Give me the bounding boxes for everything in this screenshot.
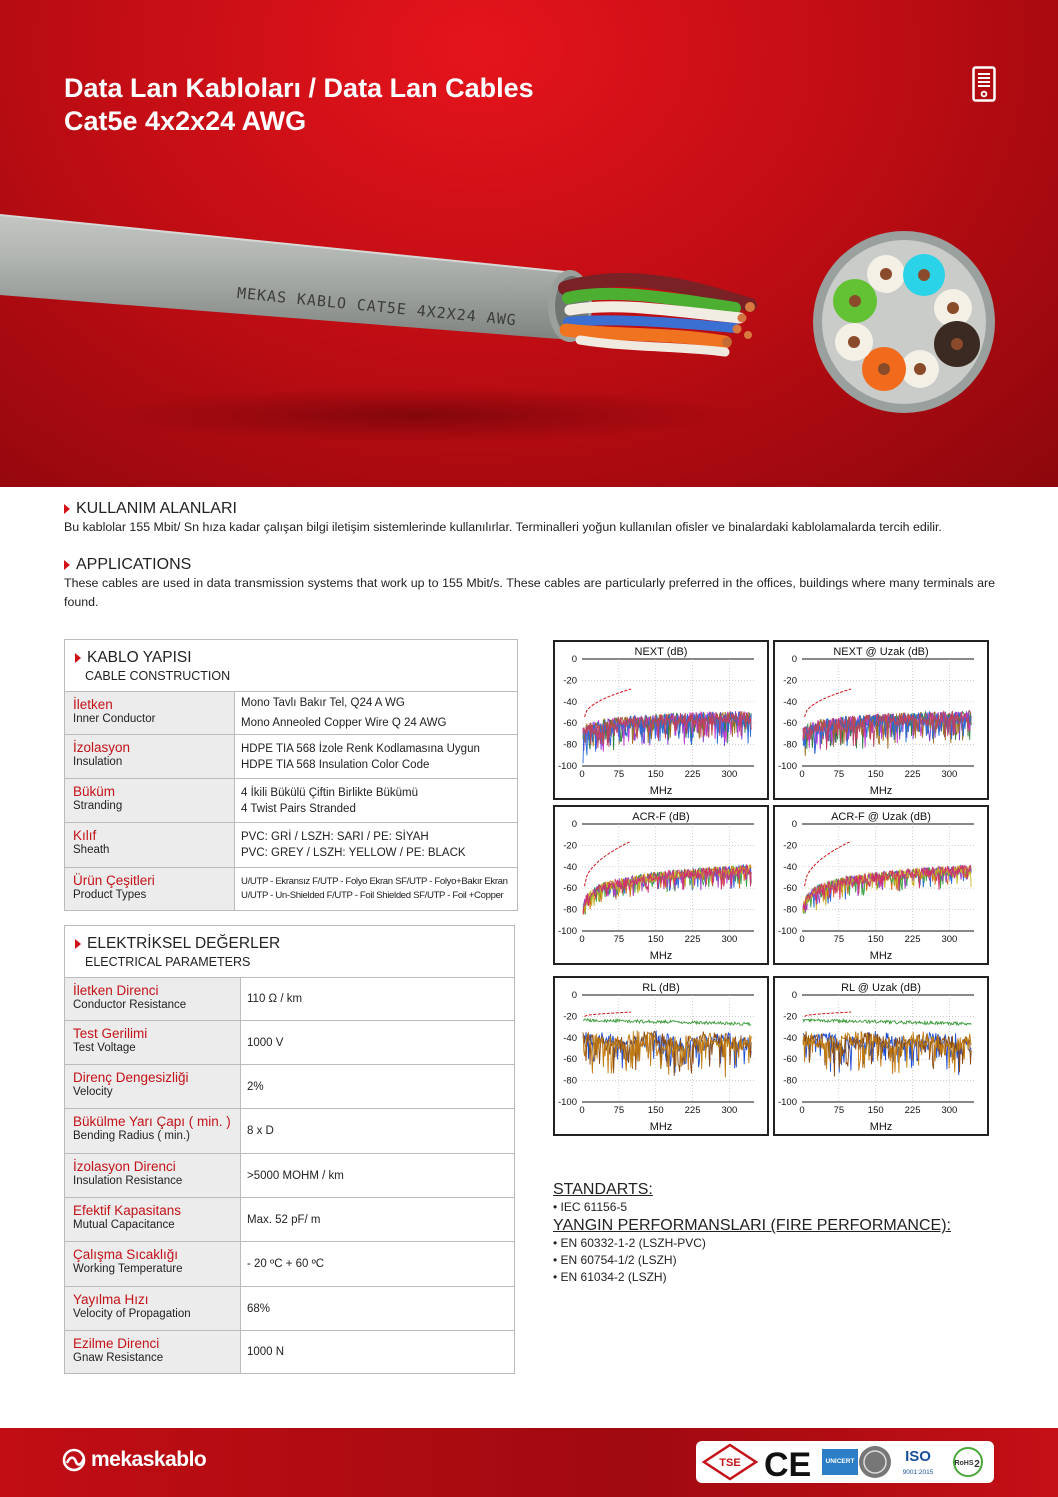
chart-x-tick-label: 150 (647, 769, 664, 780)
row-label-en: Insulation (73, 756, 123, 768)
row-value-en: PVC: GREY / LSZH: YELLOW / PE: BLACK (241, 847, 466, 859)
cable-print-text: MEKAS KABLO CAT5E 4X2X24 AWG (236, 284, 518, 330)
chart-y-tick-label: -100 (777, 926, 797, 937)
row-value-tr: 4 İkili Bükülü Çiftin Birlikte Bükümü (241, 786, 419, 799)
svg-text:2: 2 (974, 1459, 980, 1470)
row-label-en: Gnaw Resistance (73, 1352, 164, 1364)
construction-table (64, 639, 518, 911)
table-row (65, 1154, 514, 1198)
row-label-tr: Efektif Kapasitans (73, 1203, 182, 1218)
row-value: Max. 52 pF/ m (247, 1213, 321, 1226)
row-label-tr: Kılıf (73, 828, 97, 843)
row-value: 110 Ω / km (247, 993, 303, 1005)
chart-y-tick-label: -60 (783, 1054, 797, 1066)
chart-y-tick-label: 0 (791, 990, 797, 1001)
chart-y-tick-label: 0 (791, 654, 797, 665)
row-label-tr: İzolasyon Direnci (73, 1159, 176, 1174)
chart-y-tick-label: -60 (563, 883, 577, 895)
table-row (65, 735, 517, 779)
row-label-tr: Büküm (73, 784, 116, 799)
chart-x-label: MHz (649, 950, 673, 962)
fire-performance-title: YANGIN PERFORMANSLARI (FIRE PERFORMANCE): (553, 1217, 951, 1234)
chart-rl-far (773, 976, 989, 1136)
chart-svg (555, 642, 767, 798)
chart-x-tick-label: 150 (647, 1105, 664, 1116)
chart-y-tick-label: -40 (563, 1032, 577, 1044)
chart-y-tick-label: -60 (563, 718, 577, 730)
tse-logo (704, 1445, 756, 1479)
title-line-1: Data Lan Kabloları / Data Lan Cables (64, 73, 534, 103)
standards-item: • IEC 61156-5 (553, 1200, 628, 1214)
chart-y-tick-label: -20 (783, 1011, 797, 1023)
electrical-title-tr: ELEKTRİKSEL DEĞERLER (87, 935, 281, 952)
chart-y-tick-label: 0 (571, 654, 577, 665)
chart-next (553, 640, 769, 800)
cert-logos-svg (696, 1441, 994, 1483)
chart-y-tick-label: -40 (783, 861, 797, 873)
chart-y-tick-label: -40 (783, 1032, 797, 1044)
chart-y-tick-label: -40 (783, 696, 797, 708)
chart-x-tick-label: 150 (647, 934, 664, 945)
chart-y-tick-label: -80 (563, 739, 577, 751)
chart-x-tick-label: 0 (799, 1105, 805, 1116)
chart-y-tick-label: -60 (563, 1054, 577, 1066)
chart-y-tick-label: -100 (557, 926, 577, 937)
usage-heading (64, 500, 237, 518)
electrical-table (64, 925, 515, 1374)
ce-mark (764, 1446, 811, 1483)
chart-series-line (803, 1031, 971, 1075)
chart-x-tick-label: 75 (833, 934, 845, 945)
chart-svg (775, 978, 987, 1134)
table-row (65, 978, 514, 1021)
chart-limit-line (585, 1012, 632, 1016)
svg-text:UNICERT: UNICERT (825, 1458, 855, 1465)
row-label-en: Stranding (73, 800, 123, 812)
chart-svg (555, 807, 767, 963)
row-label-en: Velocity of Propagation (73, 1308, 191, 1320)
row-label-tr: Yayılma Hızı (73, 1292, 149, 1307)
row-label-en: Sheath (73, 844, 110, 856)
row-value-tr: HDPE TIA 568 İzole Renk Kodlamasına Uygun (241, 742, 480, 755)
row-value-en: U/UTP - Un-Shielded F/UTP - Foil Shielded SF/UTP - Foil +Copper (241, 890, 504, 901)
row-label-tr: Test Gerilimi (73, 1026, 148, 1041)
row-label-tr: Direnç Dengesizliği (73, 1070, 189, 1085)
chart-y-tick-label: -60 (783, 718, 797, 730)
chart-x-label: MHz (649, 785, 673, 797)
chart-title: NEXT @ Uzak (dB) (833, 646, 929, 658)
brand-swirl-icon (62, 1448, 88, 1472)
row-label-tr: Bükülme Yarı Çapı ( min. ) (73, 1114, 231, 1129)
bullet-arrow-icon (75, 939, 81, 949)
chart-y-tick-label: 0 (791, 819, 797, 830)
chart-y-tick-label: -40 (563, 861, 577, 873)
chart-limit-line (805, 1012, 852, 1016)
table-row (65, 1065, 514, 1109)
construction-title-tr: KABLO YAPISI (87, 649, 192, 666)
chart-x-tick-label: 75 (613, 1105, 625, 1116)
applications-text-en: These cables are used in data transmission systems that work up to 155 Mbit/s. These cables are particularly preferred in the offices, buildings where many terminals are found. (64, 576, 995, 609)
row-value: - 20 ºC + 60 ºC (247, 1258, 325, 1270)
chart-title: RL @ Uzak (dB) (841, 982, 921, 994)
chart-x-tick-label: 0 (579, 1105, 585, 1116)
chart-y-tick-label: 0 (571, 819, 577, 830)
chart-rl (553, 976, 769, 1136)
chart-y-tick-label: 0 (571, 990, 577, 1001)
chart-x-label: MHz (649, 1121, 673, 1133)
chart-y-tick-label: -80 (563, 1075, 577, 1087)
chart-x-tick-label: 300 (941, 769, 958, 780)
row-label-tr: Çalışma Sıcaklığı (73, 1247, 179, 1262)
table-row (65, 1198, 514, 1242)
row-label-en: Bending Radius ( min.) (73, 1130, 190, 1142)
title-line-2: Cat5e 4x2x24 AWG (64, 106, 307, 136)
brand-name: mekaskablo (91, 1448, 207, 1471)
row-value: 1000 N (247, 1346, 285, 1358)
svg-text:RoHS: RoHS (954, 1460, 974, 1467)
chart-x-tick-label: 75 (613, 769, 625, 780)
row-label-en: Mutual Capacitance (73, 1219, 175, 1231)
hero-banner (0, 0, 1058, 487)
applications-title-en: APPLICATIONS (76, 556, 192, 573)
footer-bar (0, 1428, 1058, 1497)
row-label-en: Test Voltage (73, 1042, 136, 1054)
row-value-en: HDPE TIA 568 Insulation Color Code (241, 758, 430, 771)
table-row (65, 1331, 514, 1373)
row-value: 2% (247, 1080, 264, 1093)
table-row (65, 868, 517, 910)
chart-y-tick-label: -20 (563, 840, 577, 852)
chart-y-tick-label: -40 (563, 696, 577, 708)
chart-next-far (773, 640, 989, 800)
row-label-en: Inner Conductor (73, 713, 156, 725)
usage-title-tr: KULLANIM ALANLARI (76, 500, 237, 517)
bullet-arrow-icon (64, 504, 70, 514)
chart-x-tick-label: 150 (867, 1105, 884, 1116)
unicert-logo (822, 1449, 858, 1475)
chart-x-tick-label: 75 (833, 1105, 845, 1116)
row-label-en: Working Temperature (73, 1263, 183, 1275)
chart-svg (555, 978, 767, 1134)
svg-text:CE: CE (764, 1446, 812, 1483)
page-title (64, 72, 534, 138)
chart-y-tick-label: -20 (783, 840, 797, 852)
electrical-title-en: ELECTRICAL PARAMETERS (85, 955, 251, 969)
chart-title: NEXT (dB) (634, 646, 688, 658)
chart-x-tick-label: 0 (799, 769, 805, 780)
chart-x-tick-label: 225 (684, 1105, 701, 1116)
seal-logo (859, 1446, 891, 1478)
chart-y-tick-label: -80 (783, 739, 797, 751)
brand-logo (62, 1448, 206, 1472)
chart-y-tick-label: -100 (777, 761, 797, 772)
chart-title: ACR-F (dB) (632, 811, 690, 823)
chart-x-tick-label: 225 (904, 769, 921, 780)
chart-y-tick-label: -100 (557, 1097, 577, 1108)
table-row (65, 1109, 514, 1154)
row-value-tr: PVC: GRİ / LSZH: SARI / PE: SİYAH (241, 831, 429, 843)
rohs-logo (954, 1448, 982, 1476)
chart-x-tick-label: 75 (833, 769, 845, 780)
standards-title: STANDARTS: (553, 1181, 653, 1198)
row-label-tr: Ezilme Direnci (73, 1336, 160, 1351)
fire-item: • EN 60332-1-2 (LSZH-PVC) (553, 1236, 706, 1250)
chart-y-tick-label: -80 (563, 904, 577, 916)
row-value: 1000 V (247, 1036, 284, 1049)
chart-y-tick-label: -100 (777, 1097, 797, 1108)
construction-title-en: CABLE CONSTRUCTION (85, 669, 231, 683)
chart-acr-f (553, 805, 769, 965)
row-label-tr: İzolasyon (73, 740, 131, 755)
row-label-en: Product Types (73, 889, 147, 901)
chart-y-tick-label: -20 (783, 675, 797, 687)
fire-item: • EN 61034-2 (LSZH) (553, 1270, 667, 1284)
chart-x-tick-label: 300 (721, 1105, 738, 1116)
document-icon (972, 66, 996, 102)
row-label-en: Insulation Resistance (73, 1175, 183, 1187)
chart-x-tick-label: 300 (721, 934, 738, 945)
table-row (65, 1021, 514, 1065)
chart-x-tick-label: 0 (799, 934, 805, 945)
row-value-tr: U/UTP - Ekransız F/UTP - Folyo Ekran SF/UTP - Folyo+Bakır Ekran (241, 876, 508, 887)
applications-heading (64, 556, 191, 574)
chart-svg (775, 807, 987, 963)
chart-x-tick-label: 75 (613, 934, 625, 945)
row-value: 8 x D (247, 1125, 274, 1137)
chart-limit-line (585, 689, 632, 717)
certification-logos (696, 1441, 994, 1483)
chart-y-tick-label: -80 (783, 904, 797, 916)
row-value-en: Mono Anneoled Copper Wire Q 24 AWG (241, 717, 447, 729)
row-label-tr: İletken (73, 697, 113, 712)
chart-title: RL (dB) (642, 982, 680, 994)
fire-item: • EN 60754-1/2 (LSZH) (553, 1253, 677, 1267)
chart-x-tick-label: 0 (579, 769, 585, 780)
row-label-tr: İletken Direnci (73, 983, 159, 998)
svg-text:TSE: TSE (719, 1457, 741, 1469)
row-value: 68% (247, 1302, 271, 1315)
chart-acr-f-far (773, 805, 989, 965)
chart-x-label: MHz (869, 785, 893, 797)
chart-x-tick-label: 150 (867, 769, 884, 780)
cable-illustration (0, 160, 1058, 460)
bullet-arrow-icon (75, 653, 81, 663)
chart-x-tick-label: 225 (904, 934, 921, 945)
usage-text-tr: Bu kablolar 155 Mbit/ Sn hıza kadar çalışan bilgi iletişim sistemlerinde kullanılırlar. Terminalleri yoğun kullanılan ofisler ve binalardaki kablolamalarda tercih edilir. (64, 520, 942, 534)
row-value: >5000 MOHM / km (247, 1169, 344, 1182)
chart-limit-line (805, 689, 852, 717)
chart-series-line (803, 1019, 971, 1025)
chart-x-tick-label: 225 (684, 769, 701, 780)
chart-y-tick-label: -60 (783, 883, 797, 895)
chart-y-tick-label: -100 (557, 761, 577, 772)
standards-section (553, 1181, 993, 1286)
iso-logo (903, 1448, 934, 1476)
row-label-en: Conductor Resistance (73, 999, 187, 1011)
svg-text:ISO: ISO (905, 1448, 931, 1465)
table-row (65, 823, 517, 868)
chart-title: ACR-F @ Uzak (dB) (831, 811, 931, 823)
construction-table-header (65, 640, 517, 692)
chart-x-label: MHz (869, 950, 893, 962)
bullet-arrow-icon (64, 560, 70, 570)
chart-x-tick-label: 300 (721, 769, 738, 780)
row-label-en: Velocity (73, 1086, 113, 1098)
row-label-tr: Ürün Çeşitleri (73, 873, 155, 888)
table-row (65, 692, 517, 735)
svg-text:9001:2015: 9001:2015 (902, 1469, 934, 1476)
table-row (65, 779, 517, 823)
row-value-en: 4 Twist Pairs Stranded (241, 802, 356, 815)
chart-x-tick-label: 300 (941, 934, 958, 945)
table-row (65, 1242, 514, 1287)
chart-series-line (583, 1019, 751, 1025)
chart-y-tick-label: -20 (563, 675, 577, 687)
chart-svg (775, 642, 987, 798)
chart-x-tick-label: 0 (579, 934, 585, 945)
row-value-tr: Mono Tavlı Bakır Tel, Q24 A WG (241, 697, 405, 709)
chart-x-label: MHz (869, 1121, 893, 1133)
table-row (65, 1287, 514, 1331)
chart-x-tick-label: 150 (867, 934, 884, 945)
chart-x-tick-label: 225 (684, 934, 701, 945)
chart-x-tick-label: 300 (941, 1105, 958, 1116)
chart-y-tick-label: -20 (563, 1011, 577, 1023)
chart-y-tick-label: -80 (783, 1075, 797, 1087)
chart-x-tick-label: 225 (904, 1105, 921, 1116)
electrical-table-header (65, 926, 514, 978)
